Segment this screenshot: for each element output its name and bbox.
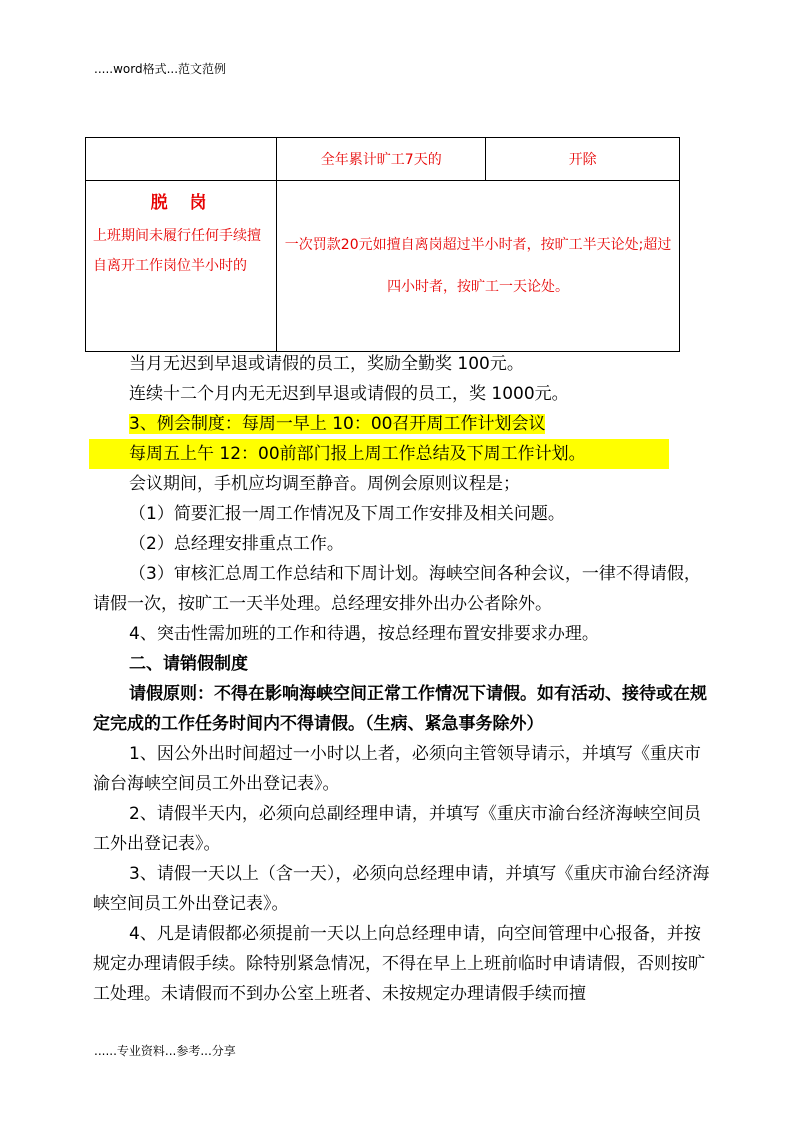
penalty-text: 一次罚款20元如擅自离岗超过半小时者，按旷工半天论处;超过四小时者，按旷工一天论处。 (284, 237, 672, 295)
penalty-table (85, 137, 680, 352)
paragraph: 会议期间，手机应均调至静音。周例会原则议程是； (129, 474, 520, 494)
table-cell-penalty-detail (277, 181, 680, 352)
paragraph-principle: 请假原则：不得在影响海峡空间正常工作情况下请假。如有活动、接待或在规定完成的工作任务时间内不得请假。（生病、紧急事务除外） (93, 684, 707, 734)
highlight-text: 3、例会制度：每周一早上 10：00召开周工作计划会议 (129, 414, 546, 434)
offense-description: 上班期间未履行任何手续擅自离开工作岗位半小时的 (93, 228, 261, 274)
list-item: 1、因公外出时间超过一小时以上者，必须向主管领导请示，并填写《重庆市渝台海峡空间员工外出登记表》。 (93, 744, 701, 794)
list-item: 3、请假一天以上（含一天），必须向总经理申请，并填写《重庆市渝台经济海峡空间员工外出登记表》。 (93, 864, 710, 914)
table-cell-empty (86, 138, 277, 181)
paragraph: 连续十二个月内无无迟到早退或请假的员工，奖 1000元。 (129, 384, 569, 404)
document-body (93, 349, 713, 1009)
list-item: （2）总经理安排重点工作。 (129, 534, 344, 554)
table-cell-offense: 全年累计旷工7天的 (277, 138, 486, 181)
paragraph-highlighted: 每周五上午 12：00前部门报上周工作总结及下周工作计划。 (89, 439, 669, 469)
list-item: （1）简要汇报一周工作情况及下周工作安排及相关问题。 (129, 504, 565, 524)
list-item: （3）审核汇总周工作总结和下周计划。海峡空间各种会议，一律不得请假，请假一次，按旷工一天半处理。总经理安排外出办公者除外。 (93, 564, 701, 614)
list-item: 2、请假半天内，必须向总副经理申请，并填写《重庆市渝台经济海峡空间员工外出登记表》。 (93, 804, 701, 854)
paragraph: 4、突击性需加班的工作和待遇，按总经理布置安排要求办理。 (129, 624, 599, 644)
paragraph: 当月无迟到早退或请假的员工，奖励全勤奖 100元。 (129, 354, 524, 374)
table-cell-offense-block (86, 181, 277, 352)
offense-title: 脱 岗 (150, 193, 215, 213)
page-header-note: .....word格式...范文范例 (94, 62, 227, 76)
table-cell-penalty: 开除 (486, 138, 680, 181)
table-row (86, 138, 680, 181)
list-item: 4、凡是请假都必须提前一天以上向总经理申请，向空间管理中心报备，并按规定办理请假手续。除特别紧急情况，不得在早上上班前临时申请请假，否则按旷工处理。未请假而不到办公室上班者、未按规定办理请假手续而擅 (93, 924, 705, 1004)
section-heading: 二、请销假制度 (129, 654, 248, 674)
page-footer-note: ......专业资料...参考...分享 (94, 1044, 236, 1058)
paragraph-highlighted (93, 409, 713, 439)
table-row (86, 181, 680, 352)
